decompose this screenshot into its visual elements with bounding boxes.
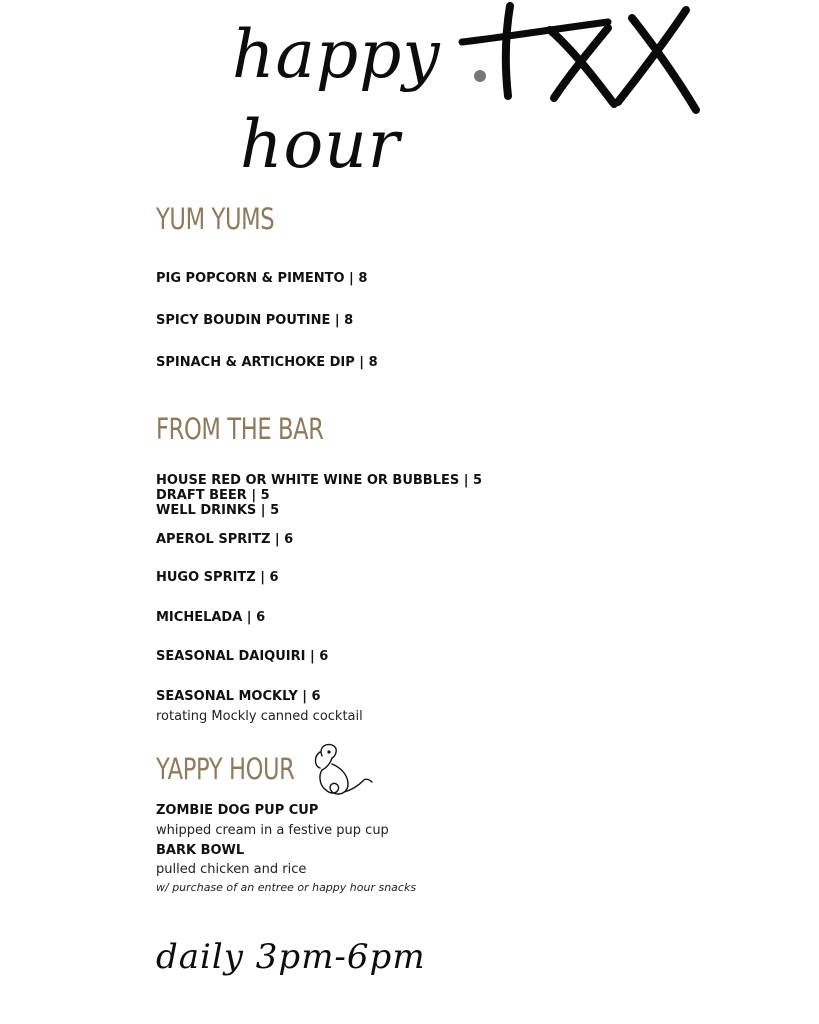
hours-text: daily 3pm-6pm	[156, 937, 426, 977]
menu-item: APEROL SPRITZ | 6	[156, 532, 294, 547]
menu-item: PIG POPCORN & PIMENTO | 8	[156, 271, 368, 286]
menu-item: HOUSE RED OR WHITE WINE OR BUBBLES | 5	[156, 473, 483, 488]
title-hour: hour	[240, 106, 401, 183]
menu-item: SEASONAL DAIQUIRI | 6	[156, 649, 329, 664]
title-happy: happy	[232, 16, 441, 93]
menu-item-description: pulled chicken and rice	[156, 862, 307, 877]
menu-item: WELL DRINKS | 5	[156, 503, 280, 518]
menu-item: DRAFT BEER | 5	[156, 488, 270, 503]
section-heading-yum-yums: YUM YUMS	[156, 202, 275, 236]
menu-item: MICHELADA | 6	[156, 610, 266, 625]
menu-item-description: rotating Mockly canned cocktail	[156, 709, 363, 724]
txx-logo-icon	[458, 0, 708, 120]
menu-item: HUGO SPRITZ | 6	[156, 570, 279, 585]
purchase-note: w/ purchase of an entree or happy hour snacks	[156, 881, 417, 894]
section-heading-yappy-hour: YAPPY HOUR	[156, 752, 295, 786]
menu-item: ZOMBIE DOG PUP CUP	[156, 803, 319, 818]
section-heading-from-the-bar: FROM THE BAR	[156, 412, 324, 446]
menu-item: SPINACH & ARTICHOKE DIP | 8	[156, 355, 378, 370]
menu-item: SEASONAL MOCKLY | 6	[156, 689, 321, 704]
dog-icon	[308, 740, 378, 800]
menu-item: BARK BOWL	[156, 843, 245, 858]
menu-item: SPICY BOUDIN POUTINE | 8	[156, 313, 354, 328]
menu-item-description: whipped cream in a festive pup cup	[156, 823, 389, 838]
